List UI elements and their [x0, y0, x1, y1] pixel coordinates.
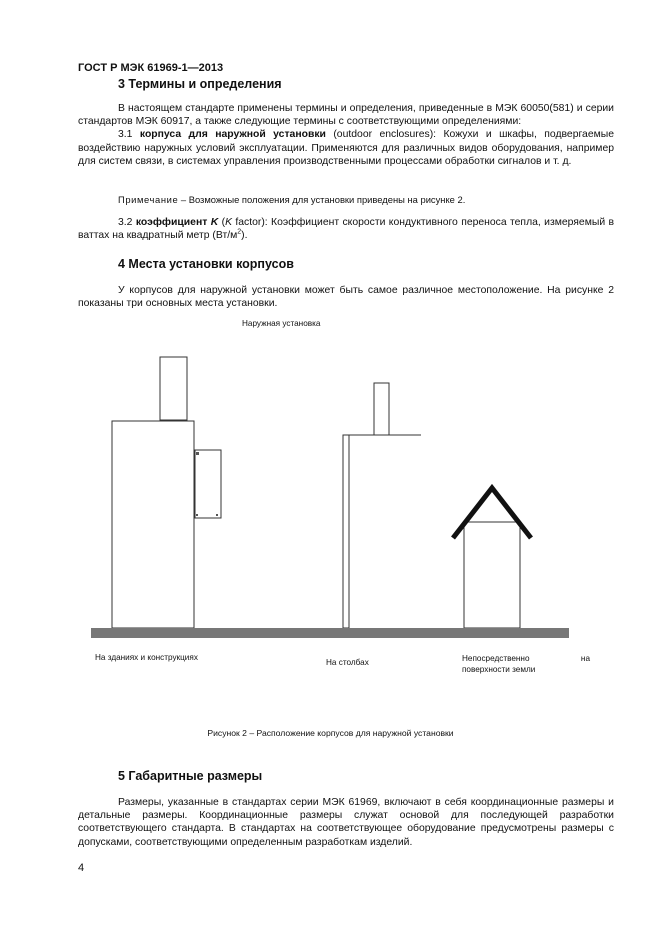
term-3-2-symbol: K — [210, 217, 219, 228]
section-5-text: Размеры, указанные в стандартах серии МЭК 61969, включают в себя координационные размеры и детальные размеры. Координационные размеры служат основой для последующей разработки соответствующего стандарта. В стандартах на соответствующее оборудование предусмотрены размеры с допусками, соответствующими определенным разработкам изделий. — [78, 797, 614, 848]
figure-top-label: Наружная установка — [242, 319, 321, 328]
term-3-2: 3.2 коэффициент K (K factor): Коэффициент скорости кондуктивного переноса тепла, измеряемый в ваттах на квадратный метр $(Вт/м^2)$. — [78, 217, 615, 242]
term-3-1-name: корпуса для наружной установки — [139, 129, 326, 141]
note-label: Примечание — [118, 194, 179, 205]
document-header: ГОСТ Р МЭК 61969-1—2013 — [78, 62, 224, 74]
section-5-body — [78, 796, 614, 849]
building-shape — [112, 421, 194, 628]
note-text: – Возможные положения для установки приведены на рисунке 2. — [178, 194, 466, 205]
label-ground: Непосредственно на поверхности земли — [462, 654, 590, 674]
mount-mark — [216, 514, 218, 516]
roof-enclosure — [160, 357, 187, 420]
mount-mark — [196, 514, 198, 516]
label-poles: На столбах — [326, 658, 369, 667]
term-3-2-definition: factor): Коэффициент скорости кондуктивного переноса тепла, измеряемый в ваттах на квадратный метр (Вт/м — [78, 217, 615, 242]
section-5-title: 5 Габаритные размеры — [118, 769, 263, 783]
term-3-2-symbol-italic: K — [225, 217, 232, 228]
pole-shape — [343, 435, 349, 628]
term-3-1-definition: (outdoor enclosures): Кожухи и шкафы, подвергаемые воздействию наружных условий эксплуатации. Применяются для различных видов оборудования, например для систем связи, в системах управления производственными процессами обработки сигналов и т. д. — [78, 129, 614, 167]
section-4-title: 4 Места установки корпусов — [118, 257, 294, 271]
ground-line — [91, 628, 569, 638]
figure-caption: Рисунок 2 – Расположение корпусов для наружной установки — [207, 728, 454, 738]
section-3-intro: В настоящем стандарте применены термины и определения, приведенные в МЭК 60050(581) и серии стандартов МЭК 60917, а также следующие термины с соответствующими определениями: — [78, 103, 614, 128]
ground-enclosure-roof — [453, 488, 531, 538]
ground-enclosure — [464, 522, 520, 628]
term-3-2-superscript: 2 — [237, 228, 242, 236]
term-3-1-number: 3.1 — [118, 129, 133, 141]
mount-mark — [196, 452, 199, 455]
section-4-text: У корпусов для наружной установки может быть самое различное местоположение. На рисунке 2 показаны три основных места установки. — [78, 285, 614, 310]
label-buildings: На зданиях и конструкциях — [95, 653, 198, 662]
pole-enclosure — [374, 383, 389, 435]
term-3-2-name: коэффициент — [135, 217, 208, 228]
page-number: 4 — [78, 862, 85, 874]
section-3-title: 3 Термины и определения — [118, 77, 282, 91]
wall-enclosure — [195, 450, 221, 518]
term-3-2-number: 3.2 — [118, 217, 133, 228]
